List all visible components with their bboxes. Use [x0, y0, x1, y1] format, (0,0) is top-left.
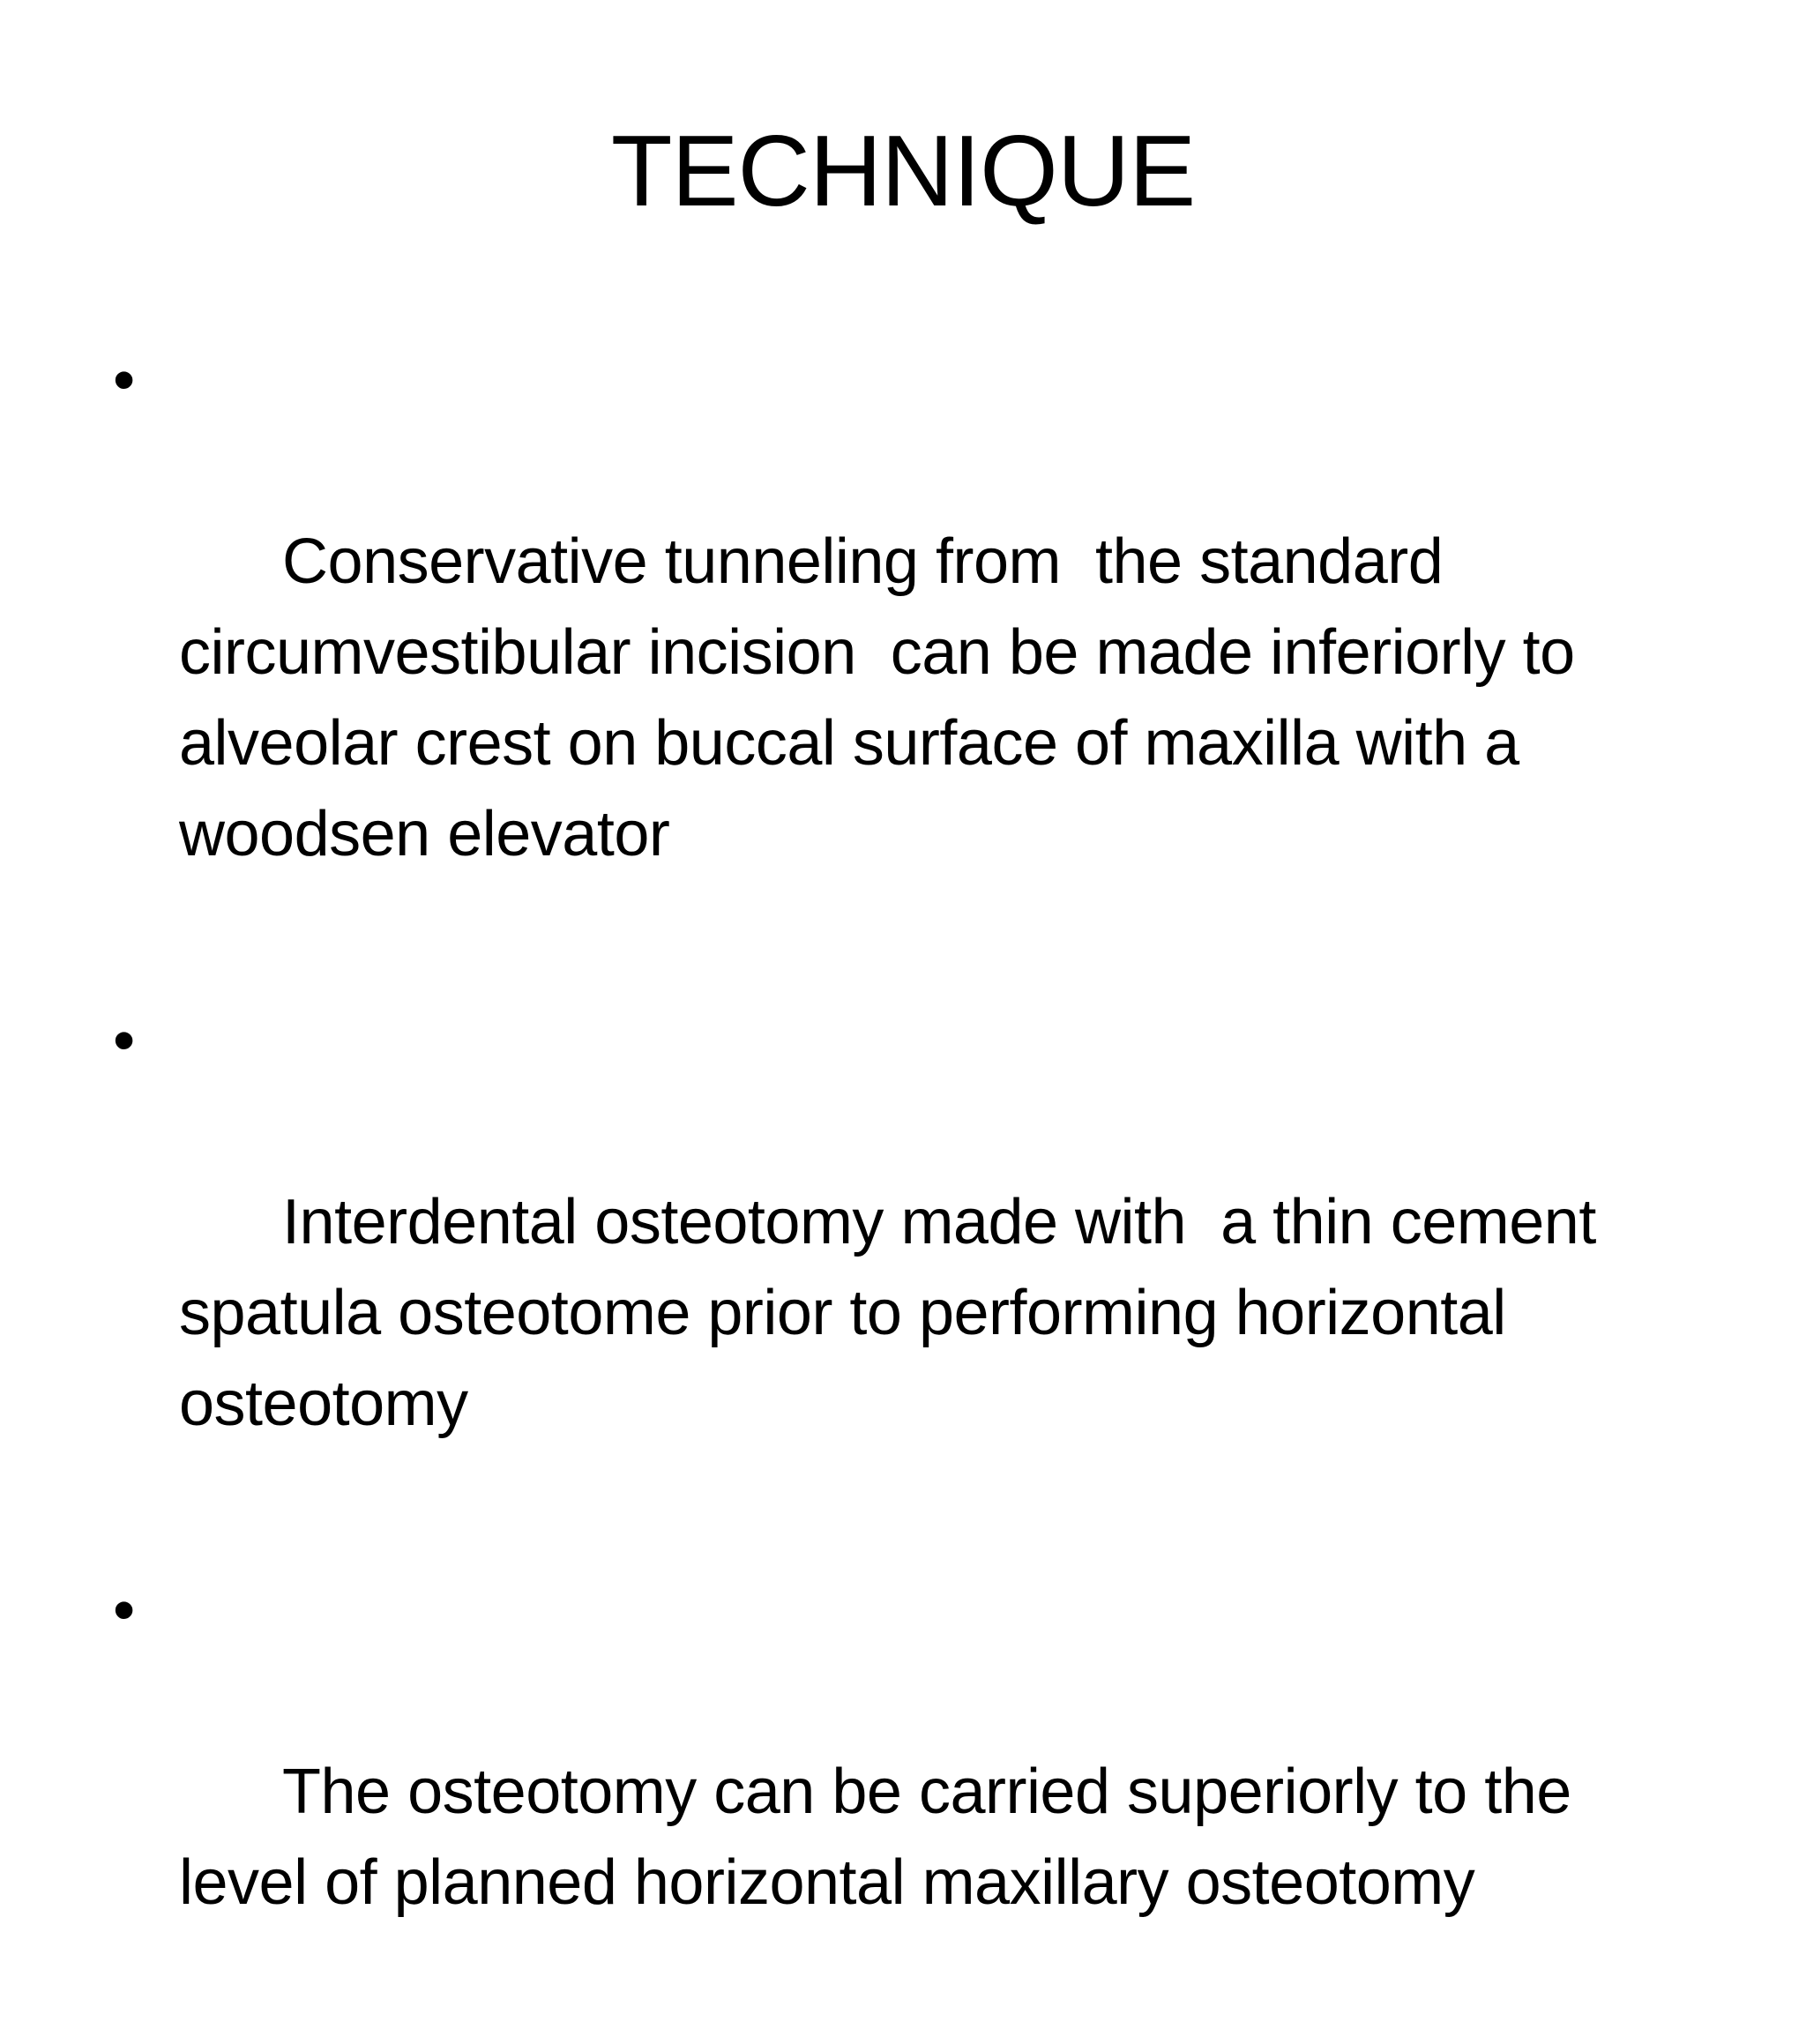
slide-title: TECHNIQUE [610, 116, 1196, 228]
bullet-text: The osteotomy can be carried superiorly to the level of planned horizontal maxillary osteotomy [179, 1757, 1589, 1918]
bullet-icon: • [113, 345, 135, 415]
bullet-text: Interdental osteotomy made with a thin cement spatula osteotome prior to performing horizontal osteotomy [179, 1187, 1614, 1439]
bullet-item [113, 1565, 1700, 2019]
bullet-icon: • [113, 1005, 135, 1076]
bullet-item [113, 996, 1700, 1540]
bullet-icon: • [113, 1575, 135, 1645]
bullet-list [113, 335, 1700, 2044]
bullet-item [113, 335, 1700, 971]
bullet-text: Conservative tunneling from the standard circumvestibular incision can be made inferiorly to alveolar crest on buccal surface of maxilla with a woodsen elevator [179, 526, 1593, 869]
